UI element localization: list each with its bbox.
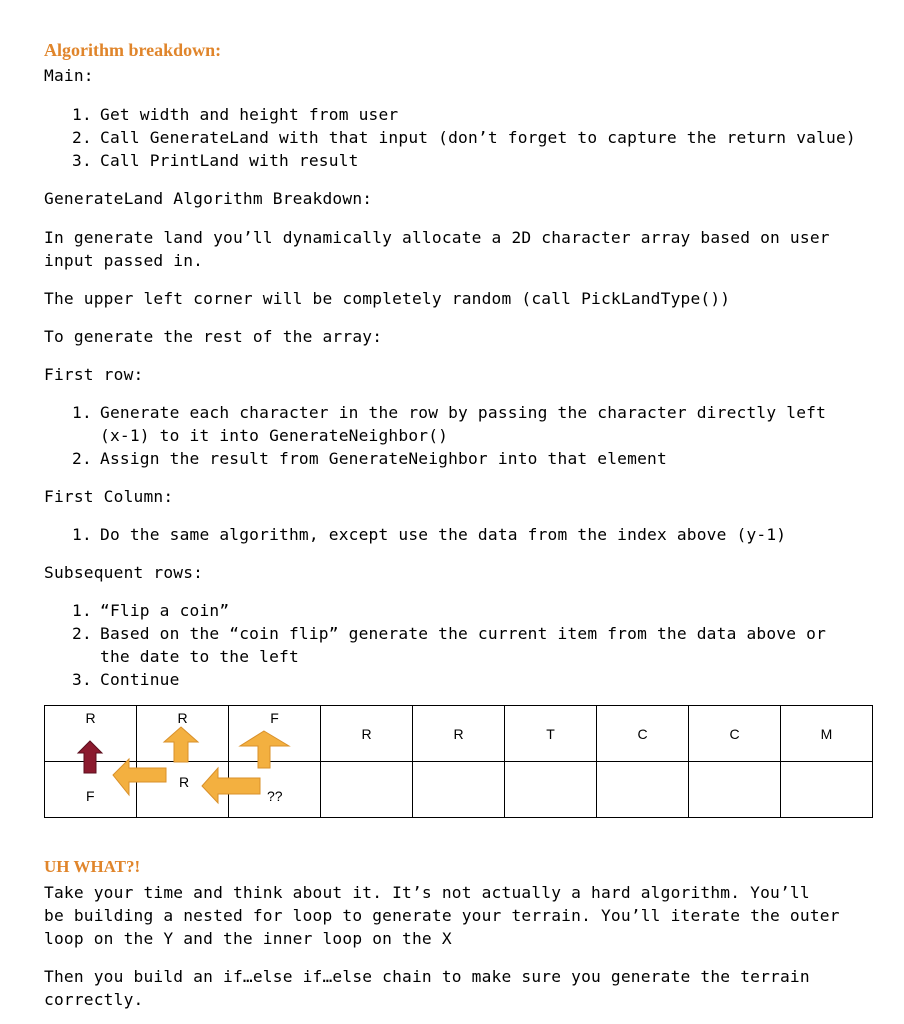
grid-cell bbox=[45, 762, 137, 818]
then-line-2: correctly. bbox=[44, 990, 144, 1009]
uh-line-1: Take your time and think about it. It’s not actually a hard algorithm. You’ll bbox=[44, 883, 810, 902]
step-number: 1. bbox=[72, 525, 92, 544]
grid-cell bbox=[505, 706, 597, 762]
grid-cell bbox=[597, 706, 689, 762]
grid-cell bbox=[413, 706, 505, 762]
step-number: 3. bbox=[72, 670, 92, 689]
cell-label: R bbox=[179, 774, 190, 790]
grid-row-2 bbox=[45, 762, 873, 818]
cell-label: M bbox=[820, 725, 833, 742]
step-number: 2. bbox=[72, 449, 92, 468]
grid-cell bbox=[505, 762, 597, 818]
cell-label: R bbox=[177, 710, 188, 726]
step-text-continued: the date to the left bbox=[100, 647, 299, 666]
cell-label: R bbox=[85, 710, 96, 726]
generateland-heading: GenerateLand Algorithm Breakdown: bbox=[44, 189, 373, 208]
step-text: Assign the result from GenerateNeighbor into that element bbox=[100, 449, 667, 468]
step-number: 2. bbox=[72, 128, 92, 147]
step-text: Call GenerateLand with that input (don’t forget to capture the return value) bbox=[100, 128, 856, 147]
cell-label: R bbox=[361, 725, 372, 742]
grid-cell bbox=[413, 762, 505, 818]
step-text: Do the same algorithm, except use the data from the index above (y-1) bbox=[100, 525, 787, 544]
grid-cell bbox=[45, 706, 137, 762]
grid-cell bbox=[229, 706, 321, 762]
terrain-grid bbox=[44, 705, 873, 818]
grid-cell bbox=[321, 762, 413, 818]
gen-paragraph-line-1: In generate land you’ll dynamically allocate a 2D character array based on user bbox=[44, 228, 830, 247]
step-text: Based on the “coin flip” generate the current item from the data above or bbox=[100, 624, 827, 643]
upper-left-text: The upper left corner will be completely random (call PickLandType()) bbox=[44, 289, 731, 308]
grid-cell bbox=[781, 762, 873, 818]
grid-cell bbox=[137, 706, 229, 762]
rest-of-array-label: To generate the rest of the array: bbox=[44, 327, 383, 346]
uh-line-3: loop on the Y and the inner loop on the X bbox=[44, 929, 452, 948]
grid-cell bbox=[689, 706, 781, 762]
cell-label: C bbox=[637, 725, 648, 742]
first-column-label: First Column: bbox=[44, 487, 174, 506]
then-line-1: Then you build an if…else if…else chain to make sure you generate the terrain bbox=[44, 967, 810, 986]
grid-cell bbox=[321, 706, 413, 762]
algorithm-breakdown-heading: Algorithm breakdown: bbox=[44, 40, 222, 60]
step-number: 1. bbox=[72, 105, 92, 124]
gen-paragraph-line-2: input passed in. bbox=[44, 251, 204, 270]
cell-label: F bbox=[270, 710, 279, 726]
step-text-continued: (x-1) to it into GenerateNeighbor() bbox=[100, 426, 449, 445]
main-label: Main: bbox=[44, 66, 94, 85]
cell-label: ?? bbox=[267, 788, 283, 804]
cell-label: C bbox=[729, 725, 740, 742]
subsequent-rows-label: Subsequent rows: bbox=[44, 563, 204, 582]
grid-row-1 bbox=[45, 706, 873, 762]
step-number: 2. bbox=[72, 624, 92, 643]
grid-cell bbox=[229, 762, 321, 818]
grid-cell bbox=[597, 762, 689, 818]
cell-label: F bbox=[86, 788, 95, 804]
cell-label: R bbox=[453, 725, 464, 742]
step-text: Call PrintLand with result bbox=[100, 151, 359, 170]
grid-cell bbox=[137, 762, 229, 818]
step-text: Generate each character in the row by passing the character directly left bbox=[100, 403, 827, 422]
grid-cell bbox=[689, 762, 781, 818]
step-number: 3. bbox=[72, 151, 92, 170]
uh-what-heading: UH WHAT?! bbox=[44, 857, 141, 876]
cell-label: T bbox=[546, 725, 555, 742]
step-text: Continue bbox=[100, 670, 180, 689]
uh-line-2: be building a nested for loop to generate your terrain. You’ll iterate the outer bbox=[44, 906, 840, 925]
first-row-label: First row: bbox=[44, 365, 144, 384]
grid-cell bbox=[781, 706, 873, 762]
step-number: 1. bbox=[72, 601, 92, 620]
step-text: “Flip a coin” bbox=[100, 601, 230, 620]
step-number: 1. bbox=[72, 403, 92, 422]
step-text: Get width and height from user bbox=[100, 105, 399, 124]
